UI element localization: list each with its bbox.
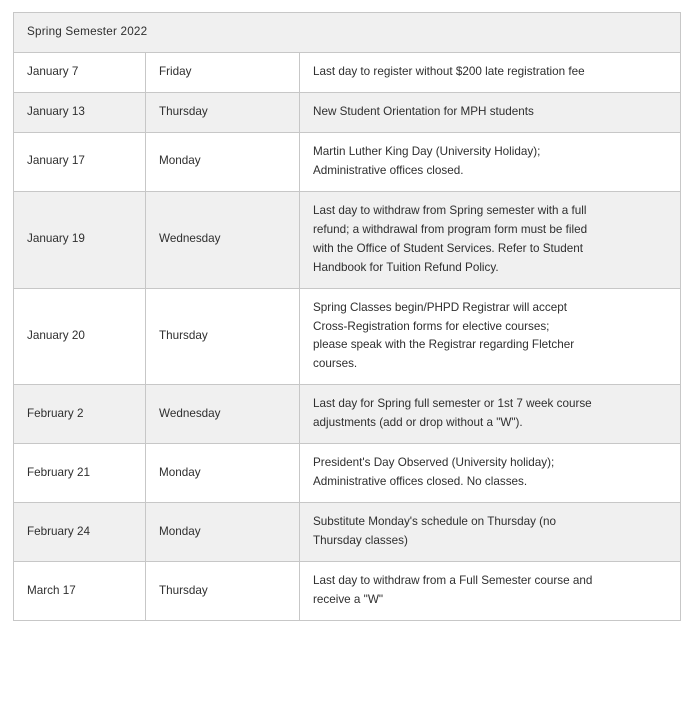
table-row bbox=[14, 288, 681, 385]
cell-description bbox=[300, 132, 681, 191]
cell-date: January 17 bbox=[14, 132, 146, 191]
description-line: receive a "W" bbox=[313, 593, 383, 607]
cell-day: Monday bbox=[146, 444, 300, 503]
cell-description bbox=[300, 503, 681, 562]
cell-description bbox=[300, 562, 681, 621]
description-line: Spring Classes begin/PHPD Registrar will accept bbox=[313, 300, 567, 314]
cell-day: Thursday bbox=[146, 288, 300, 385]
table-row bbox=[14, 52, 681, 92]
table-row bbox=[14, 444, 681, 503]
cell-date: January 20 bbox=[14, 288, 146, 385]
cell-date: February 21 bbox=[14, 444, 146, 503]
cell-date: February 24 bbox=[14, 503, 146, 562]
cell-day: Monday bbox=[146, 503, 300, 562]
cell-description bbox=[300, 52, 681, 92]
description-line: Martin Luther King Day (University Holiday); bbox=[313, 144, 541, 158]
description-line: President's Day Observed (University holiday); bbox=[313, 456, 555, 470]
calendar-table-body bbox=[14, 13, 681, 621]
table-row bbox=[14, 503, 681, 562]
calendar-title: Spring Semester 2022 bbox=[14, 13, 681, 53]
description-line: Thursday classes) bbox=[313, 534, 408, 548]
description-line: Cross-Registration forms for elective courses; bbox=[313, 319, 550, 333]
cell-day: Wednesday bbox=[146, 385, 300, 444]
description-line: Last day to withdraw from Spring semester with a full bbox=[313, 203, 587, 217]
table-row bbox=[14, 132, 681, 191]
cell-day: Wednesday bbox=[146, 191, 300, 288]
description-line: Handbook for Tuition Refund Policy. bbox=[313, 260, 499, 274]
table-row bbox=[14, 562, 681, 621]
description-line: New Student Orientation for MPH students bbox=[313, 104, 534, 118]
table-row bbox=[14, 191, 681, 288]
cell-date: January 13 bbox=[14, 92, 146, 132]
calendar-title-row bbox=[14, 13, 681, 53]
cell-description bbox=[300, 191, 681, 288]
cell-description bbox=[300, 288, 681, 385]
description-line: refund; a withdrawal from program form must be filed bbox=[313, 222, 588, 236]
cell-day: Thursday bbox=[146, 562, 300, 621]
cell-date: March 17 bbox=[14, 562, 146, 621]
description-line: please speak with the Registrar regarding Fletcher bbox=[313, 338, 575, 352]
table-row bbox=[14, 385, 681, 444]
cell-date: February 2 bbox=[14, 385, 146, 444]
cell-date: January 19 bbox=[14, 191, 146, 288]
description-line: Administrative offices closed. No classes. bbox=[313, 475, 528, 489]
table-row bbox=[14, 92, 681, 132]
description-line: courses. bbox=[313, 357, 358, 371]
cell-day: Thursday bbox=[146, 92, 300, 132]
cell-description bbox=[300, 92, 681, 132]
description-line: adjustments (add or drop without a "W"). bbox=[313, 416, 523, 430]
cell-description bbox=[300, 444, 681, 503]
description-line: Substitute Monday's schedule on Thursday (no bbox=[313, 515, 557, 529]
description-line: Last day to register without $200 late registration fee bbox=[313, 64, 585, 78]
cell-date: January 7 bbox=[14, 52, 146, 92]
academic-calendar-table bbox=[13, 12, 681, 621]
description-line: with the Office of Student Services. Refer to Student bbox=[313, 241, 584, 255]
cell-day: Monday bbox=[146, 132, 300, 191]
description-line: Last day to withdraw from a Full Semester course and bbox=[313, 574, 593, 588]
description-line: Administrative offices closed. bbox=[313, 163, 464, 177]
cell-day: Friday bbox=[146, 52, 300, 92]
description-line: Last day for Spring full semester or 1st 7 week course bbox=[313, 397, 592, 411]
cell-description bbox=[300, 385, 681, 444]
